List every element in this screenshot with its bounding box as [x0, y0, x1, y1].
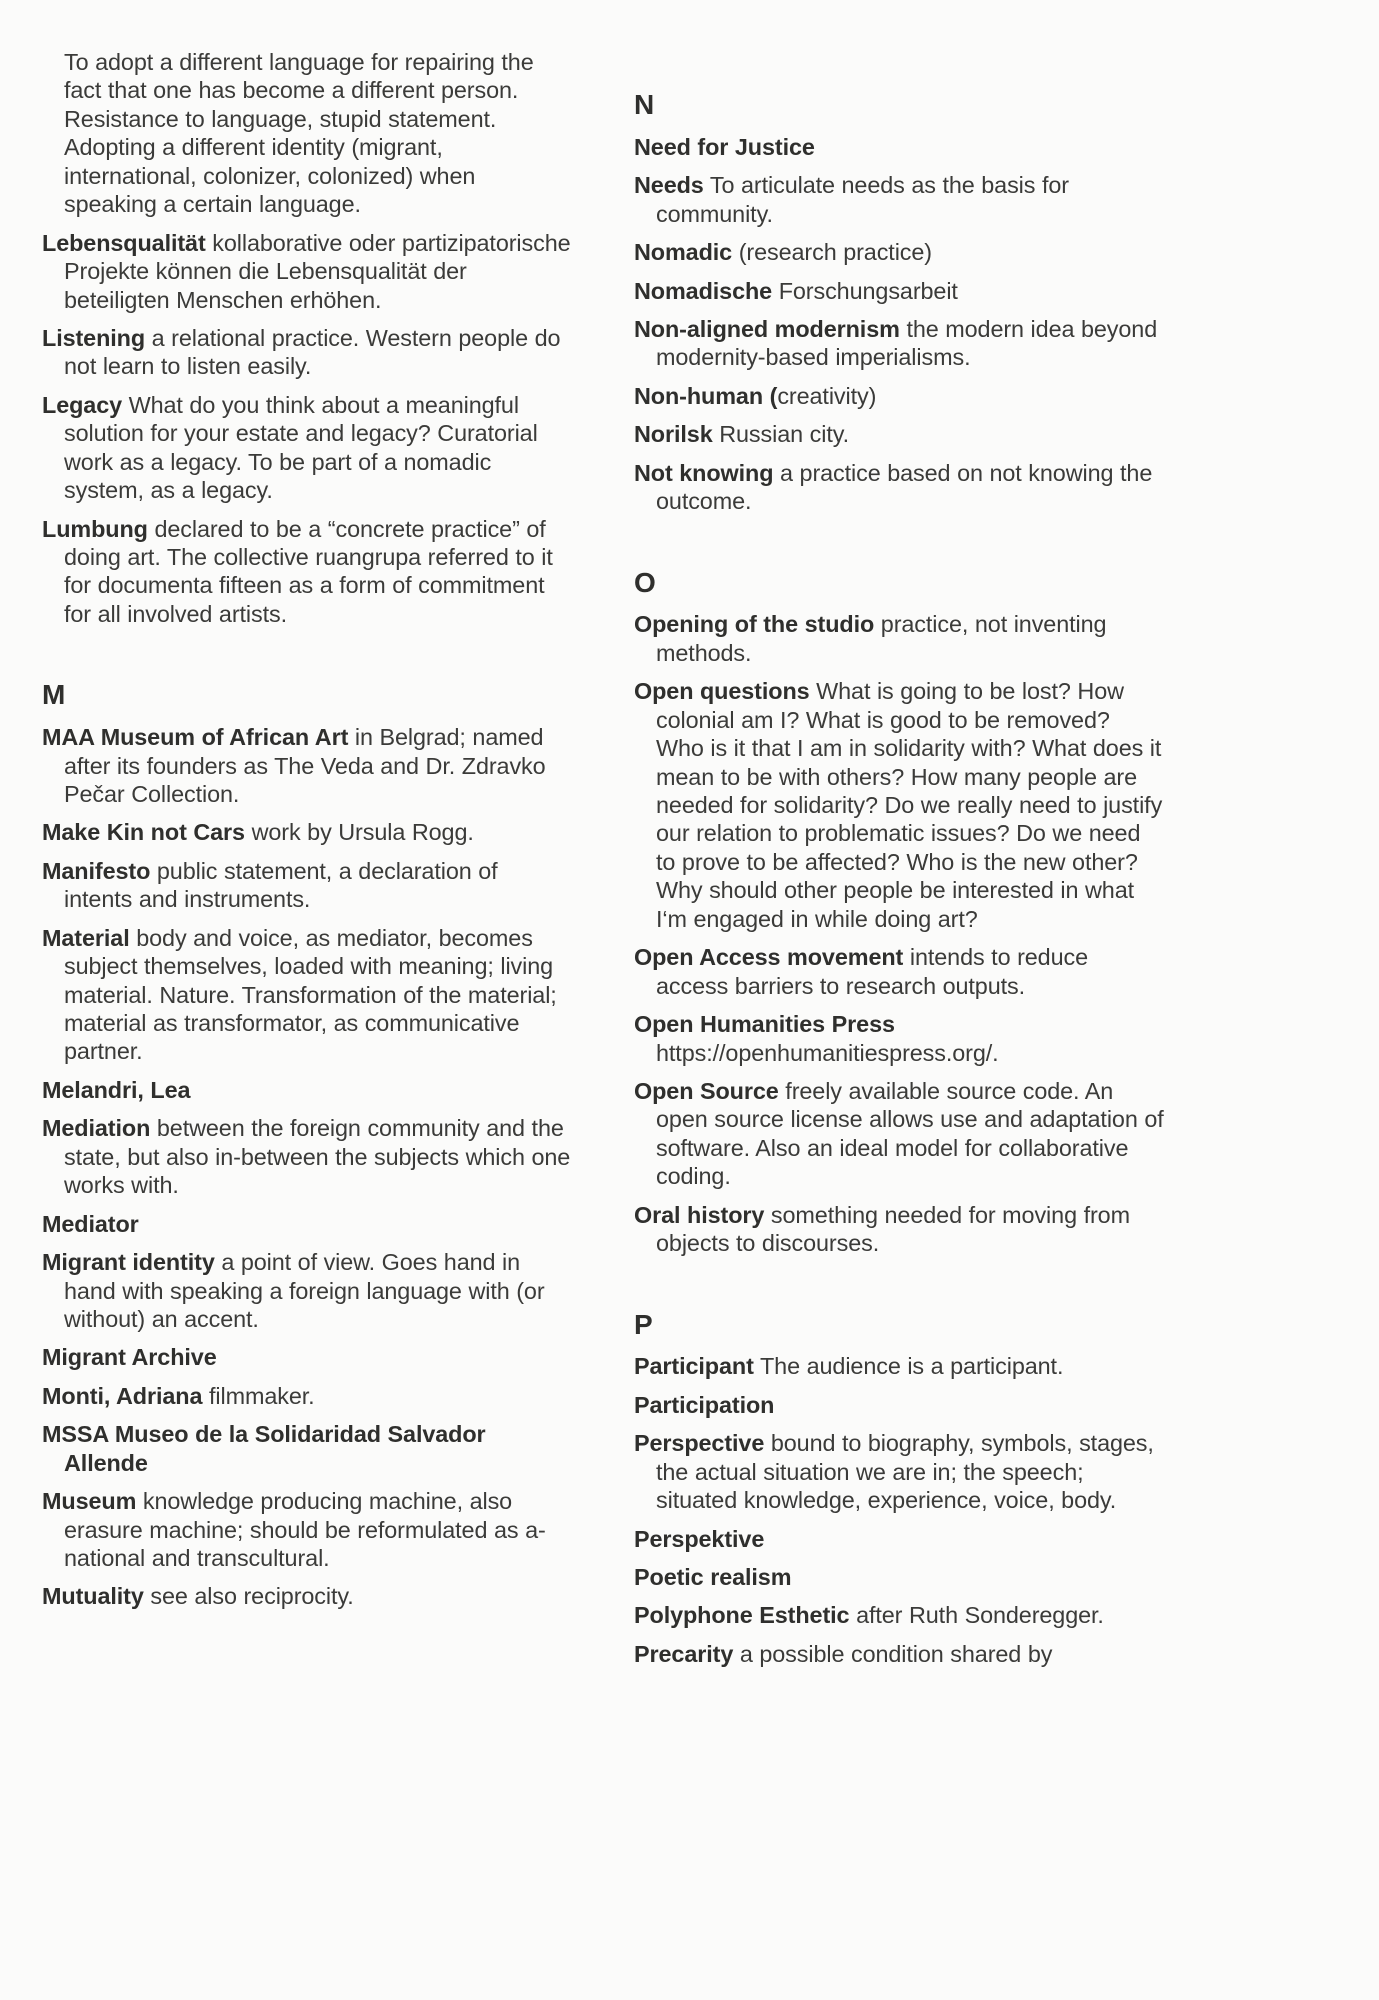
section-spacer	[634, 48, 1164, 90]
entry-definition: knowledge producing machine, also erasure machine; should be reformulated as a-national and transcultural.	[64, 1488, 546, 1572]
entry-definition: What is going to be lost? How colonial am I? What is good to be removed? Who is it that I am in solidarity with? What does it mean to be with others? How many people are needed for solidarity? Do we really need to justify our relation to problematic issues? Do we need to prove to be affected? Who is the new other? Why should other people be interested in what I‘m engaged in while doing art?	[656, 678, 1163, 932]
entry-definition: work by Ursula Rogg.	[251, 819, 474, 846]
entry-term: Material	[42, 924, 130, 951]
glossary-entry	[42, 391, 572, 505]
entry-definition: see also reciprocity.	[150, 1583, 354, 1610]
entry-definition: practice, not inventing methods.	[656, 611, 1107, 666]
entry-term: Migrant Archive	[42, 1344, 217, 1371]
glossary-entry	[634, 610, 1164, 667]
entry-definition: declared to be a “concrete practice” of doing art. The collective ruangrupa referred to it for documenta fifteen as a form of commitment for all involved artists.	[64, 515, 553, 627]
entry-term: Not knowing	[634, 459, 774, 486]
glossary-entry	[634, 315, 1164, 372]
glossary-entry	[42, 723, 572, 808]
entry-term: Lumbung	[42, 515, 148, 542]
entry-term: Needs	[634, 172, 704, 199]
entry-term: Polyphone Esthetic	[634, 1602, 850, 1629]
entry-definition: Russian city.	[719, 421, 849, 448]
entry-term: Poetic realism	[634, 1564, 792, 1591]
entry-term: Open Humanities Press	[634, 1011, 895, 1038]
entry-definition: between the foreign community and the state, but also in-between the subjects which one works with.	[64, 1115, 571, 1199]
glossary-entry	[42, 857, 572, 914]
glossary-entry	[634, 238, 1164, 266]
entry-term: Precarity	[634, 1640, 734, 1667]
entry-definition: To articulate needs as the basis for community.	[656, 172, 1069, 227]
glossary-entry	[42, 229, 572, 314]
entry-term: Oral history	[634, 1201, 765, 1228]
entry-term: Need for Justice	[634, 133, 815, 160]
entry-definition: kollaborative oder partizipatorische Projekte können die Lebensqualität der beteiligten Menschen erhöhen.	[64, 229, 571, 313]
entry-term: Mediation	[42, 1115, 151, 1142]
entry-term: Participation	[634, 1391, 775, 1418]
glossary-entry	[42, 1248, 572, 1333]
glossary-entry	[42, 818, 572, 846]
glossary-entry	[634, 1010, 1164, 1067]
entry-definition: What do you think about a meaningful solution for your estate and legacy? Curatorial work as a legacy. To be part of a nomadic system, as a legacy.	[64, 391, 538, 504]
glossary-entry	[634, 677, 1164, 933]
entry-term: Mutuality	[42, 1583, 144, 1610]
entry-term: Non-human (	[634, 382, 778, 409]
glossary-entry	[42, 1582, 572, 1610]
entry-term: MAA Museum of African Art	[42, 724, 349, 751]
entry-definition: bound to biography, symbols, stages, the actual situation we are in; the speech; situated knowledge, experience, voice, body.	[656, 1430, 1154, 1514]
glossary-entry	[42, 1210, 572, 1238]
entry-term: Open Source	[634, 1077, 779, 1104]
glossary-entry	[634, 1640, 1164, 1668]
entry-term: Non-aligned modernism	[634, 315, 900, 342]
entry-definition: freely available source code. An open source license allows use and adaptation of software. Also an ideal model for collaborative coding.	[656, 1077, 1164, 1190]
entry-definition: https://openhumanitiespress.org/.	[656, 1039, 999, 1066]
glossary-entry	[42, 1343, 572, 1371]
entry-term: Migrant identity	[42, 1249, 215, 1276]
section-spacer	[42, 638, 572, 680]
continuation-text: To adopt a different language for repairing the fact that one has become a different person. Resistance to language, stupid statement. Adopting a different identity (migrant, international, colonizer, colonized) when speaking a certain language.	[64, 49, 534, 218]
entry-term: Nomadic	[634, 239, 733, 266]
entry-term: Participant	[634, 1353, 754, 1380]
glossary-entry	[634, 1563, 1164, 1591]
entry-term: Perspective	[634, 1430, 765, 1457]
right-column	[634, 48, 1164, 2000]
entry-definition: the modern idea beyond modernity-based imperialisms.	[656, 315, 1158, 371]
glossary-entry	[634, 1525, 1164, 1553]
section-spacer	[634, 526, 1164, 568]
glossary-continuation-paragraph	[42, 48, 572, 219]
entry-definition: The audience is a participant.	[759, 1353, 1064, 1380]
entry-definition: a point of view. Goes hand in hand with speaking a foreign language with (or without) an accent.	[64, 1249, 545, 1332]
entry-term: Open questions	[634, 678, 810, 705]
entry-term: Listening	[42, 324, 146, 351]
entry-term: Mediator	[42, 1210, 139, 1237]
glossary-entry	[634, 133, 1164, 161]
glossary-entry	[42, 324, 572, 381]
section-letter-m: M	[42, 679, 66, 711]
section-spacer	[634, 1268, 1164, 1310]
glossary-entry	[634, 382, 1164, 410]
section-spacer	[634, 598, 1164, 610]
section-spacer	[42, 711, 572, 723]
entry-term: Norilsk	[634, 421, 713, 448]
glossary-entry	[42, 1487, 572, 1572]
entry-definition: intends to reduce access barriers to research outputs.	[656, 944, 1088, 999]
entry-term: Museum	[42, 1488, 137, 1515]
glossary-entry	[42, 515, 572, 629]
glossary-entry	[634, 1077, 1164, 1191]
glossary-entry	[634, 1429, 1164, 1514]
glossary-entry	[634, 459, 1164, 516]
glossary-entry	[42, 1114, 572, 1199]
entry-definition: body and voice, as mediator, becomes subject themselves, loaded with meaning; living material. Nature. Transformation of the material; material as transformator, as communicative partner.	[64, 924, 557, 1065]
entry-term: Lebensqualität	[42, 229, 206, 256]
entry-definition: after Ruth Sonderegger.	[856, 1602, 1104, 1629]
entry-term: Nomadische	[634, 277, 773, 304]
glossary-entry	[634, 1391, 1164, 1419]
glossary-entry	[634, 420, 1164, 448]
glossary-entry	[42, 1076, 572, 1104]
glossary-entry	[42, 1382, 572, 1410]
entry-definition: a practice based on not knowing the outcome.	[656, 459, 1153, 515]
glossary-entry	[634, 277, 1164, 305]
entry-term: Manifesto	[42, 857, 151, 884]
entry-term: Legacy	[42, 391, 123, 418]
entry-term: Make Kin not Cars	[42, 819, 245, 846]
entry-definition: creativity)	[777, 382, 877, 409]
entry-term: Opening of the studio	[634, 611, 875, 638]
entry-term: Open Access movement	[634, 944, 904, 971]
section-letter-n: N	[634, 89, 655, 120]
entry-definition: (research practice)	[738, 239, 932, 266]
entry-term: Melandri, Lea	[42, 1076, 191, 1103]
entry-definition: a relational practice. Western people do not learn to listen easily.	[64, 324, 561, 380]
glossary-entry	[634, 171, 1164, 228]
entry-definition: in Belgrad; named after its founders as The Veda and Dr. Zdravko Pečar Collection.	[64, 724, 546, 807]
entry-definition: filmmaker.	[208, 1382, 315, 1409]
glossary-entry	[42, 924, 572, 1066]
glossary-entry	[634, 1201, 1164, 1258]
glossary-entry	[634, 1601, 1164, 1629]
entry-definition: something needed for moving from objects to discourses.	[656, 1201, 1130, 1257]
glossary-entry	[634, 1352, 1164, 1380]
entry-definition: public statement, a declaration of intents and instruments.	[64, 857, 498, 913]
section-spacer	[634, 1340, 1164, 1352]
entry-term: Monti, Adriana	[42, 1382, 203, 1409]
entry-definition: Forschungsarbeit	[778, 277, 958, 304]
glossary-entry	[42, 1420, 572, 1477]
section-letter-o: O	[634, 566, 656, 598]
entry-term: MSSA Museo de la Solidaridad Salvador Allende	[42, 1421, 486, 1476]
section-letter-p: P	[634, 1308, 653, 1340]
entry-definition: a possible condition shared by	[739, 1640, 1053, 1667]
glossary-entry	[634, 943, 1164, 1000]
section-spacer	[634, 121, 1164, 133]
entry-term: Perspektive	[634, 1525, 765, 1552]
left-column	[42, 48, 572, 2000]
